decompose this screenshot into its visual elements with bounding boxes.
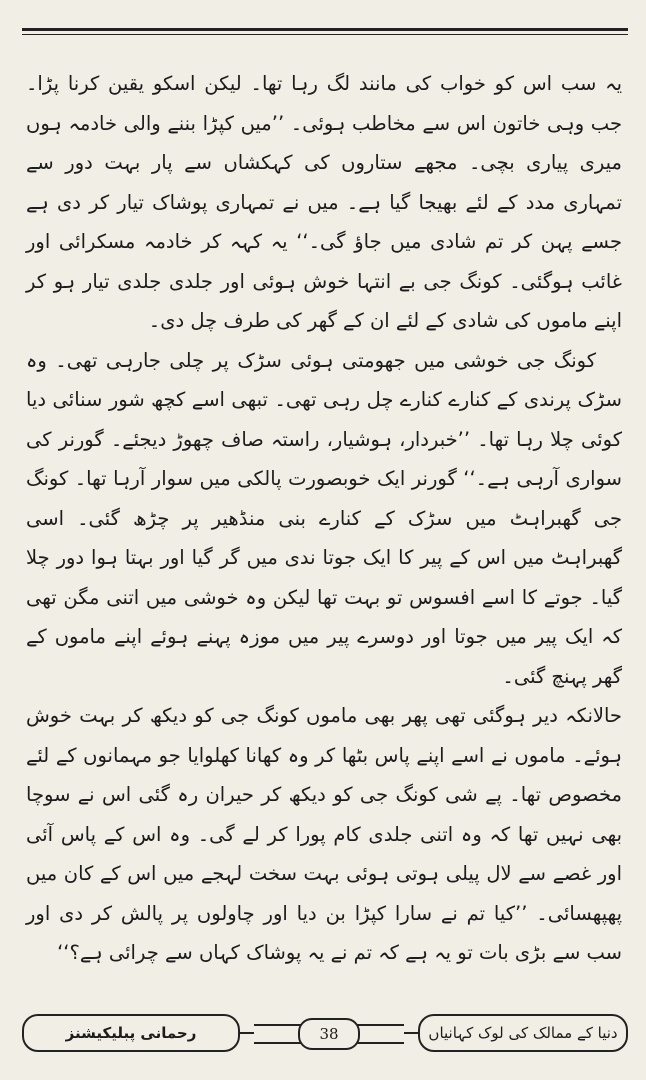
story-text xyxy=(26,64,622,973)
header-rule xyxy=(22,18,628,44)
header-rule-thin xyxy=(22,34,628,35)
page-footer xyxy=(22,1010,628,1054)
book-title: دنیا کے ممالک کی لوک کہانیاں xyxy=(418,1014,628,1052)
paragraph-1: یہ سب اس کو خواب کی مانند لگ رہا تھا۔ لیکن اسکو یقین کرنا پڑا۔ جب وہی خاتون اس سے مخاطب ہوئی۔ ’’میں کپڑا بننے والی خادمہ ہوں میری پیاری بچی۔ مجھے ستاروں کی کہکشاں سے پار بہت دور سے تمہاری مدد کے لئے بھیجا گیا ہے۔ میں نے تمہاری پوشاک تیار کر دی ہے جسے پہن کر تم شادی میں جاؤ گی۔‘‘ یہ کہہ کر خادمہ مسکرائی اور غائب ہوگئی۔ کونگ جی بے انتہا خوش ہوئی اور جلدی جلدی تیار ہو کر اپنے ماموں کی شادی کے لئے ان کے گھر کی طرف چل دی۔ xyxy=(26,72,622,332)
paragraph-3: حالانکہ دیر ہوگئی تھی پھر بھی ماموں کونگ جی کو دیکھ کر بہت خوش ہوئے۔ ماموں نے اسے اپنے پاس بٹھا کر وہ کھانا کھلوایا جو مہمانوں کے لئے مخصوص تھا۔ پے شی کونگ جی کو دیکھ کر حیران رہ گئی اس نے سوچا بھی نہیں تھا کہ وہ اتنی جلدی کام پورا کر لے گی۔ وہ اس کے پاس آئی اور غصے سے لال پیلی ہوتی ہوئی بہت سخت لہجے میں اس کے کان میں پھپھسائی۔ ’’کیا تم نے سارا کپڑا بن دیا اور چاولوں پر پالش کر دی اور سب سے بڑی بات تو یہ ہے کہ تم نے یہ پوشاک کہاں سے چرائی ہے؟‘‘ xyxy=(26,704,622,964)
page-number: 38 xyxy=(298,1018,360,1050)
paragraph-2: کونگ جی خوشی میں جھومتی ہوئی سڑک پر چلی جارہی تھی۔ وہ سڑک پرندی کے کنارے کنارے چل رہی تھی۔ تبھی اسے کچھ شور سنائی دیا کوئی چلا رہا تھا۔ ’’خبردار، ہوشیار، راستہ صاف چھوڑ دیجئے۔ گورنر کی سواری آرہی ہے۔‘‘ گورنر ایک خوبصورت پالکی میں سوار آرہا تھا۔ کونگ جی گھبراہٹ میں سڑک کے کنارے بنی منڈھیر پر چڑھ گئی۔ اسی گھبراہٹ میں اس کے پیر کا ایک جوتا ندی میں گر گیا اور بہتا ہوا دور چلا گیا۔ جوتے کا اسے افسوس تو بہت تھا لیکن وہ خوشی میں اتنی مگن تھی کہ ایک پیر میں جوتا اور دوسرے پیر میں موزہ پہنے ہوئے اپنے ماموں کے گھر پہنچ گئی۔ xyxy=(26,348,622,688)
header-rule-thick xyxy=(22,28,628,31)
publisher-name: رحمانی پبلیکیشنز xyxy=(22,1014,240,1052)
